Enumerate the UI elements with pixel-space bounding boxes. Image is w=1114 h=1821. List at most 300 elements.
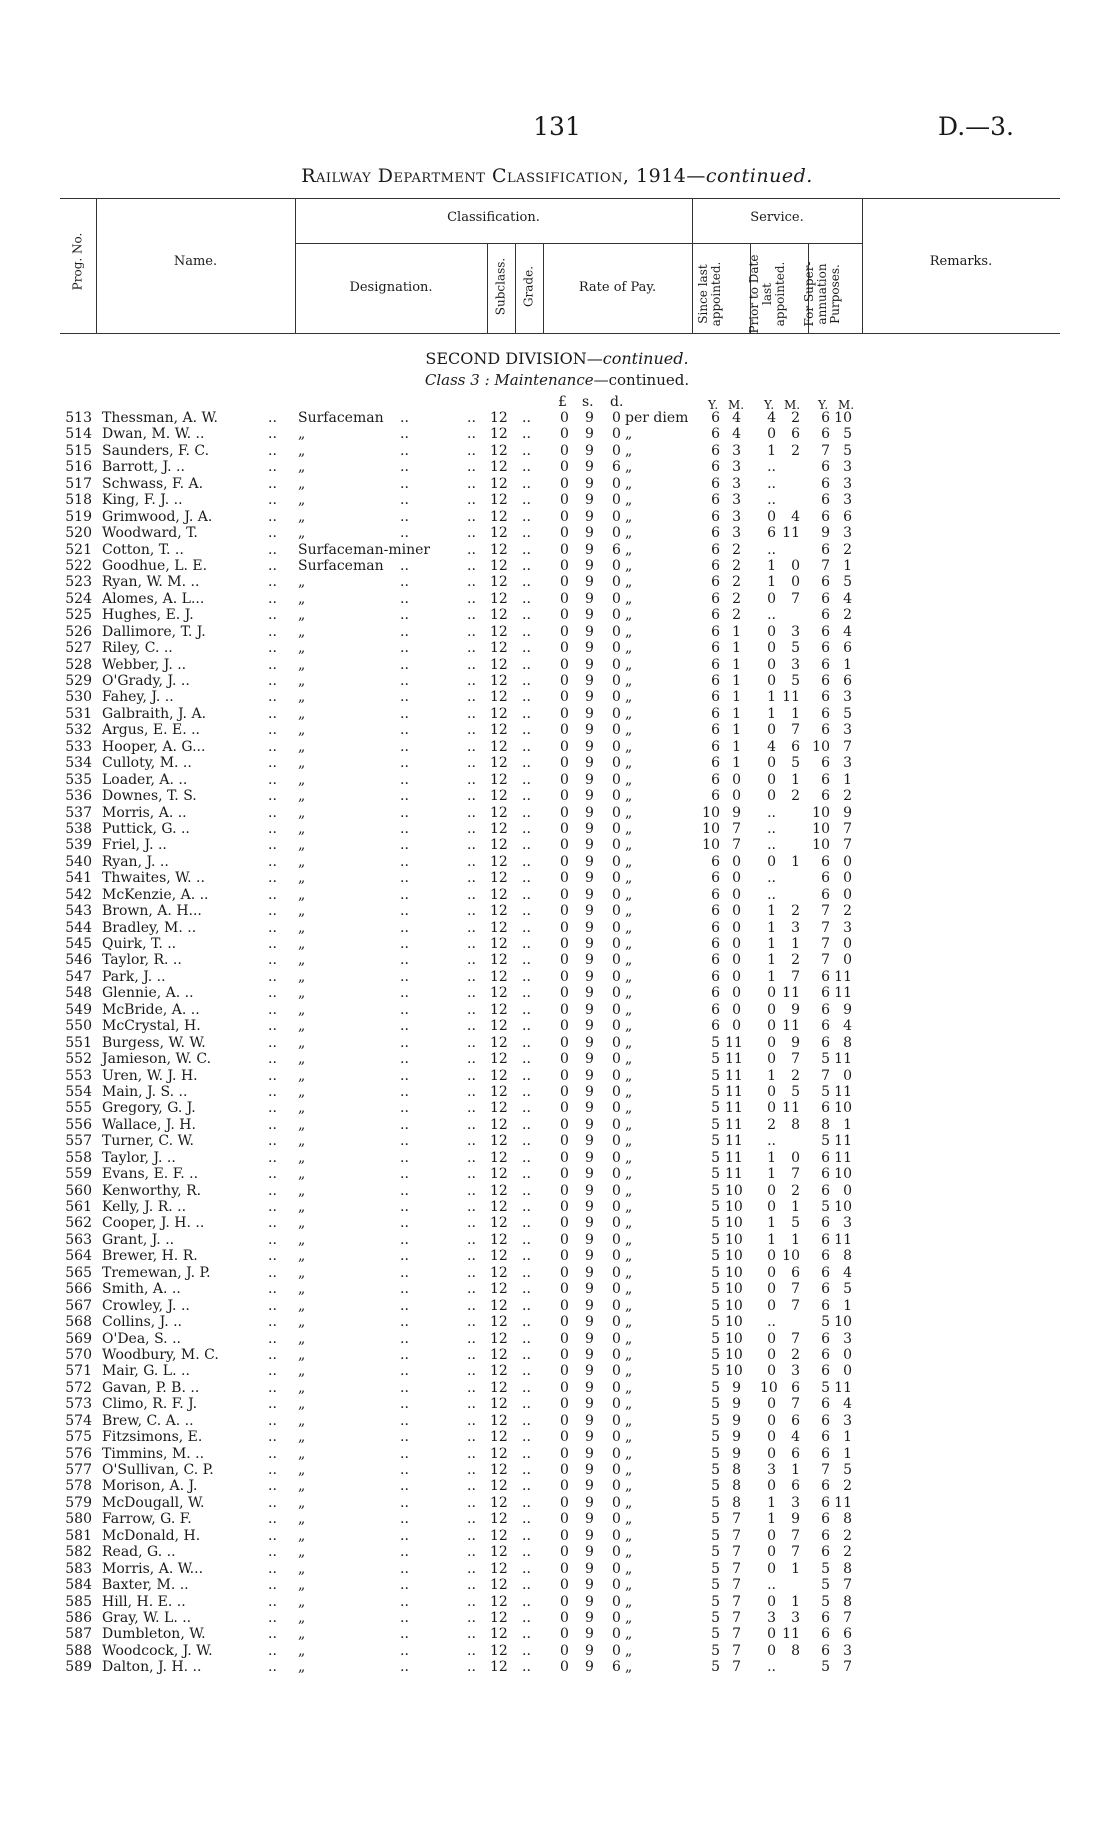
leader-dots: .. <box>467 919 476 936</box>
super-years: 6 <box>821 1018 830 1035</box>
designation: „ <box>298 1609 306 1626</box>
pay-pence: 0 <box>612 1297 621 1314</box>
leader-dots: .. <box>522 1626 531 1643</box>
leader-dots: .. <box>522 492 531 509</box>
prog-no: 556 <box>65 1116 92 1133</box>
since-years: 5 <box>711 1182 720 1199</box>
leader-dots: .. <box>400 640 409 657</box>
designation: „ <box>298 1281 306 1298</box>
leader-dots: .. <box>467 722 476 739</box>
leader-dots: .. <box>522 1067 531 1084</box>
prior-years: .. <box>767 804 776 821</box>
employee-name: Baxter, M. .. <box>102 1577 189 1594</box>
leader-dots: .. <box>400 1478 409 1495</box>
table-row <box>0 739 1114 755</box>
prior-years: 1 <box>767 968 776 985</box>
leader-dots: .. <box>268 1001 277 1018</box>
super-years: 6 <box>821 722 830 739</box>
prog-no: 574 <box>65 1412 92 1429</box>
employee-name: Collins, J. .. <box>102 1314 183 1331</box>
pay-basis: „ <box>625 541 633 558</box>
leader-dots: .. <box>522 1034 531 1051</box>
leader-dots: .. <box>400 1001 409 1018</box>
page-title <box>0 165 1114 187</box>
leader-dots: .. <box>522 557 531 574</box>
pay-pounds: 0 <box>560 1067 569 1084</box>
pay-basis: „ <box>625 1462 633 1478</box>
pay-shillings: 9 <box>585 1363 594 1380</box>
leader-dots: .. <box>467 1511 476 1528</box>
pay-basis: „ <box>625 574 633 591</box>
pay-pence: 0 <box>612 1116 621 1133</box>
table-row <box>0 1133 1114 1149</box>
leader-dots: .. <box>400 1133 409 1150</box>
leader-dots: .. <box>268 1248 277 1265</box>
pay-basis: „ <box>625 1593 633 1610</box>
prior-months: 2 <box>791 1067 800 1084</box>
pay-pence: 0 <box>612 525 621 542</box>
leader-dots: .. <box>400 1051 409 1068</box>
table-row <box>0 624 1114 640</box>
prior-years: 1 <box>767 903 776 920</box>
super-years: 6 <box>821 1166 830 1183</box>
pay-shillings: 9 <box>585 919 594 936</box>
since-years: 5 <box>711 1396 720 1413</box>
super-years: 6 <box>821 1346 830 1363</box>
prior-years: 0 <box>767 1199 776 1215</box>
leader-dots: .. <box>268 1659 277 1676</box>
grade: 12 <box>490 1018 508 1035</box>
since-years: 5 <box>711 1215 720 1232</box>
super-years: 6 <box>821 705 830 722</box>
since-months: 9 <box>732 804 741 821</box>
employee-name: Brown, A. H... <box>102 903 202 920</box>
employee-name: Hill, H. E. .. <box>102 1593 186 1610</box>
pay-pence: 0 <box>612 673 621 689</box>
employee-name: Quirk, T. .. <box>102 936 177 952</box>
super-years: 6 <box>821 607 830 624</box>
leader-dots: .. <box>522 870 531 887</box>
since-months: 10 <box>725 1182 743 1199</box>
col-prior-to-date: Prior to Date last appointed. <box>747 254 787 334</box>
prior-years: 0 <box>767 1051 776 1068</box>
prior-years: 10 <box>760 1379 778 1396</box>
pay-pounds: 0 <box>560 1100 569 1117</box>
prior-years: 1 <box>767 1067 776 1084</box>
leader-dots: .. <box>268 1166 277 1183</box>
prog-no: 532 <box>65 722 92 739</box>
pay-basis: „ <box>625 442 633 459</box>
prog-no: 589 <box>65 1659 92 1676</box>
pay-pence: 0 <box>612 1100 621 1117</box>
table-row <box>0 706 1114 722</box>
super-years: 5 <box>821 1083 830 1100</box>
employee-name: Alomes, A. L... <box>102 590 205 607</box>
pay-pence: 0 <box>612 410 621 426</box>
pay-basis: „ <box>625 1626 633 1643</box>
leader-dots: .. <box>467 442 476 459</box>
since-years: 5 <box>711 1511 720 1528</box>
super-months: 4 <box>843 1264 852 1281</box>
leader-dots: .. <box>467 837 476 854</box>
leader-dots: .. <box>268 607 277 624</box>
pay-basis: per diem <box>625 410 689 426</box>
prog-no: 557 <box>65 1133 92 1150</box>
leader-dots: .. <box>400 525 409 542</box>
table-row <box>0 1331 1114 1347</box>
leader-dots: .. <box>268 1264 277 1281</box>
pay-pounds: 0 <box>560 607 569 624</box>
since-years: 5 <box>711 1281 720 1298</box>
table-row <box>0 1100 1114 1116</box>
prior-months: 7 <box>791 1396 800 1413</box>
pay-basis: „ <box>625 656 633 673</box>
super-years: 5 <box>821 1593 830 1610</box>
employee-name: Woodcock, J. W. <box>102 1642 213 1659</box>
employee-name: Gavan, P. B. .. <box>102 1379 200 1396</box>
employee-name: Fahey, J. .. <box>102 689 174 706</box>
pay-basis: „ <box>625 853 633 870</box>
super-months: 11 <box>834 1133 852 1150</box>
leader-dots: .. <box>268 1544 277 1561</box>
pay-basis: „ <box>625 1396 633 1413</box>
leader-dots: .. <box>268 804 277 821</box>
leader-dots: .. <box>467 1018 476 1035</box>
super-years: 6 <box>821 1231 830 1248</box>
pay-basis: „ <box>625 1034 633 1051</box>
pay-pounds: 0 <box>560 1626 569 1643</box>
col-grade: Grade. <box>521 265 536 308</box>
prog-no: 578 <box>65 1478 92 1495</box>
super-months: 3 <box>843 919 852 936</box>
pay-shillings: 9 <box>585 1248 594 1265</box>
super-months: 0 <box>843 853 852 870</box>
pay-pounds: 0 <box>560 705 569 722</box>
pay-shillings: 9 <box>585 1609 594 1626</box>
employee-name: Woodbury, M. C. <box>102 1346 219 1363</box>
leader-dots: .. <box>522 936 531 952</box>
since-years: 5 <box>711 1067 720 1084</box>
since-years: 6 <box>711 525 720 542</box>
leader-dots: .. <box>522 919 531 936</box>
table-row <box>0 509 1114 525</box>
since-years: 6 <box>711 426 720 443</box>
pay-shillings: 9 <box>585 903 594 920</box>
since-months: 4 <box>732 426 741 443</box>
grade: 12 <box>490 968 508 985</box>
prior-months: 2 <box>791 1346 800 1363</box>
prior-years: 0 <box>767 1527 776 1544</box>
designation: „ <box>298 820 306 837</box>
prog-no: 579 <box>65 1494 92 1511</box>
prog-no: 581 <box>65 1527 92 1544</box>
pay-pounds: 0 <box>560 1527 569 1544</box>
pay-pounds: 0 <box>560 1215 569 1232</box>
leader-dots: .. <box>400 475 409 492</box>
since-years: 6 <box>711 673 720 689</box>
pay-shillings: 9 <box>585 1577 594 1594</box>
pay-shillings: 9 <box>585 1231 594 1248</box>
pay-pounds: 0 <box>560 574 569 591</box>
table-row <box>0 1495 1114 1511</box>
leader-dots: .. <box>400 1494 409 1511</box>
pay-pounds: 0 <box>560 1462 569 1478</box>
prior-months: 7 <box>791 1051 800 1068</box>
leader-dots: .. <box>400 1577 409 1594</box>
leader-dots: .. <box>522 1659 531 1676</box>
since-years: 6 <box>711 771 720 788</box>
leader-dots: .. <box>400 853 409 870</box>
since-years: 5 <box>711 1659 720 1676</box>
grade: 12 <box>490 755 508 772</box>
prior-years: 0 <box>767 1297 776 1314</box>
pay-shillings: 9 <box>585 771 594 788</box>
leader-dots: .. <box>400 1264 409 1281</box>
pay-pounds: 0 <box>560 1429 569 1446</box>
grade: 12 <box>490 1626 508 1643</box>
pay-pounds: 0 <box>560 492 569 509</box>
super-years: 6 <box>821 590 830 607</box>
leader-dots: .. <box>400 492 409 509</box>
designation: „ <box>298 1149 306 1166</box>
table-row <box>0 936 1114 952</box>
employee-name: Evans, E. F. .. <box>102 1166 199 1183</box>
since-months: 10 <box>725 1314 743 1331</box>
leader-dots: .. <box>400 1379 409 1396</box>
since-months: 10 <box>725 1199 743 1215</box>
prog-no: 540 <box>65 853 92 870</box>
since-years: 6 <box>711 1001 720 1018</box>
prior-years: 0 <box>767 722 776 739</box>
leader-dots: .. <box>467 1149 476 1166</box>
pay-basis: „ <box>625 1330 633 1347</box>
table-row <box>0 1544 1114 1560</box>
since-months: 7 <box>732 1527 741 1544</box>
since-years: 5 <box>711 1363 720 1380</box>
grade: 12 <box>490 1297 508 1314</box>
employee-name: McDougall, W. <box>102 1494 205 1511</box>
designation: „ <box>298 426 306 443</box>
leader-dots: .. <box>467 886 476 903</box>
table-row <box>0 689 1114 705</box>
leader-dots: .. <box>467 1544 476 1561</box>
since-months: 0 <box>732 788 741 805</box>
pay-shillings: 9 <box>585 952 594 969</box>
super-months: 10 <box>834 1199 852 1215</box>
super-years: 6 <box>821 475 830 492</box>
designation: „ <box>298 525 306 542</box>
pay-pence: 0 <box>612 919 621 936</box>
leader-dots: .. <box>467 541 476 558</box>
employee-name: Gray, W. L. .. <box>102 1609 192 1626</box>
pay-pounds: 0 <box>560 1083 569 1100</box>
leader-dots: .. <box>268 1018 277 1035</box>
since-months: 7 <box>732 1544 741 1561</box>
pay-shillings: 9 <box>585 1182 594 1199</box>
since-months: 2 <box>732 590 741 607</box>
table-row <box>0 410 1114 426</box>
employee-name: Friel, J. .. <box>102 837 167 854</box>
pay-shillings: 9 <box>585 1494 594 1511</box>
employee-name: Turner, C. W. <box>102 1133 194 1150</box>
grade: 12 <box>490 1363 508 1380</box>
leader-dots: .. <box>522 689 531 706</box>
employee-name: Riley, C. .. <box>102 640 173 657</box>
grade: 12 <box>490 1083 508 1100</box>
since-months: 0 <box>732 936 741 952</box>
since-months: 0 <box>732 853 741 870</box>
pay-basis: „ <box>625 1281 633 1298</box>
pay-pounds: 0 <box>560 936 569 952</box>
super-years: 10 <box>812 738 830 755</box>
table-row <box>0 985 1114 1001</box>
leader-dots: .. <box>400 936 409 952</box>
prog-no: 513 <box>65 410 92 426</box>
pay-shillings: 9 <box>585 1544 594 1561</box>
leader-dots: .. <box>467 1494 476 1511</box>
pay-pounds: 0 <box>560 919 569 936</box>
leader-dots: .. <box>467 475 476 492</box>
pay-shillings: 9 <box>585 837 594 854</box>
table-row <box>0 492 1114 508</box>
grade: 12 <box>490 442 508 459</box>
leader-dots: .. <box>467 508 476 525</box>
pay-shillings: 9 <box>585 705 594 722</box>
grade: 12 <box>490 525 508 542</box>
leader-dots: .. <box>522 1396 531 1413</box>
leader-dots: .. <box>467 1593 476 1610</box>
leader-dots: .. <box>400 673 409 689</box>
grade: 12 <box>490 623 508 640</box>
employee-name: McKenzie, A. .. <box>102 886 209 903</box>
pay-pence: 0 <box>612 1445 621 1462</box>
prior-years: 0 <box>767 1034 776 1051</box>
leader-dots: .. <box>400 1445 409 1462</box>
pay-basis: „ <box>625 1149 633 1166</box>
leader-dots: .. <box>467 1478 476 1495</box>
designation: „ <box>298 1248 306 1265</box>
employee-name: Farrow, G. F. <box>102 1511 192 1528</box>
table-row <box>0 1018 1114 1034</box>
prior-years: .. <box>767 475 776 492</box>
table-row <box>0 1413 1114 1429</box>
table-row <box>0 476 1114 492</box>
pay-pence: 0 <box>612 1346 621 1363</box>
table-row <box>0 805 1114 821</box>
since-years: 5 <box>711 1560 720 1577</box>
super-months: 3 <box>843 755 852 772</box>
pay-shillings: 9 <box>585 1429 594 1446</box>
pay-pounds: 0 <box>560 1051 569 1068</box>
table-row <box>0 1577 1114 1593</box>
pay-pounds: 0 <box>560 1478 569 1495</box>
super-months: 8 <box>843 1034 852 1051</box>
pay-shillings: 9 <box>585 1593 594 1610</box>
pay-pence: 0 <box>612 755 621 772</box>
prior-months: 2 <box>791 903 800 920</box>
grade: 12 <box>490 1100 508 1117</box>
leader-dots: .. <box>268 788 277 805</box>
leader-dots: .. <box>268 557 277 574</box>
super-months: 7 <box>843 837 852 854</box>
pay-pounds: 0 <box>560 1577 569 1594</box>
pay-basis: „ <box>625 705 633 722</box>
leader-dots: .. <box>467 1067 476 1084</box>
super-years: 6 <box>821 886 830 903</box>
leader-dots: .. <box>522 541 531 558</box>
super-years: 6 <box>821 1100 830 1117</box>
leader-dots: .. <box>400 1166 409 1183</box>
leader-dots: .. <box>522 1412 531 1429</box>
pay-basis: „ <box>625 1379 633 1396</box>
leader-dots: .. <box>522 475 531 492</box>
leader-dots: .. <box>268 689 277 706</box>
prior-years: 0 <box>767 1396 776 1413</box>
designation: „ <box>298 442 306 459</box>
prior-years: 0 <box>767 1626 776 1643</box>
pay-basis: „ <box>625 1133 633 1150</box>
prior-months: 5 <box>791 755 800 772</box>
table-row <box>0 903 1114 919</box>
leader-dots: .. <box>467 870 476 887</box>
leader-dots: .. <box>522 804 531 821</box>
prior-years: 0 <box>767 1478 776 1495</box>
prior-years: 0 <box>767 1182 776 1199</box>
prog-no: 550 <box>65 1018 92 1035</box>
pay-basis: „ <box>625 919 633 936</box>
designation: „ <box>298 607 306 624</box>
prior-years: 2 <box>767 1116 776 1133</box>
leader-dots: .. <box>467 853 476 870</box>
pay-shillings: 9 <box>585 475 594 492</box>
grade: 12 <box>490 1462 508 1478</box>
table-row <box>0 1626 1114 1642</box>
since-years: 6 <box>711 508 720 525</box>
employee-name: Dalton, J. H. .. <box>102 1659 202 1676</box>
prior-months: 1 <box>791 1560 800 1577</box>
pay-pence: 0 <box>612 1478 621 1495</box>
grade: 12 <box>490 1609 508 1626</box>
divider <box>515 243 516 333</box>
prior-months: 8 <box>791 1116 800 1133</box>
since-years: 6 <box>711 492 720 509</box>
pay-pounds: 0 <box>560 1018 569 1035</box>
prog-no: 542 <box>65 886 92 903</box>
pay-basis: „ <box>625 1527 633 1544</box>
super-months: 4 <box>843 590 852 607</box>
employee-name: O'Grady, J. .. <box>102 673 190 689</box>
super-years: 6 <box>821 1363 830 1380</box>
pay-pounds: 0 <box>560 673 569 689</box>
designation: Surfaceman-miner <box>298 541 431 558</box>
table-row <box>0 1610 1114 1626</box>
col-superannuation: For Super-annuation Purposes. <box>802 261 842 327</box>
employee-name: Saunders, F. C. <box>102 442 210 459</box>
prior-months: 7 <box>791 1527 800 1544</box>
unit-years-since: Y. <box>708 398 719 412</box>
pay-pence: 0 <box>612 853 621 870</box>
leader-dots: .. <box>467 936 476 952</box>
since-months: 2 <box>732 574 741 591</box>
since-years: 5 <box>711 1330 720 1347</box>
pay-pounds: 0 <box>560 788 569 805</box>
grade: 12 <box>490 1166 508 1183</box>
pay-shillings: 9 <box>585 1330 594 1347</box>
class-continued: —continued. <box>593 371 690 389</box>
leader-dots: .. <box>522 952 531 969</box>
pay-shillings: 9 <box>585 1642 594 1659</box>
pay-pounds: 0 <box>560 1149 569 1166</box>
